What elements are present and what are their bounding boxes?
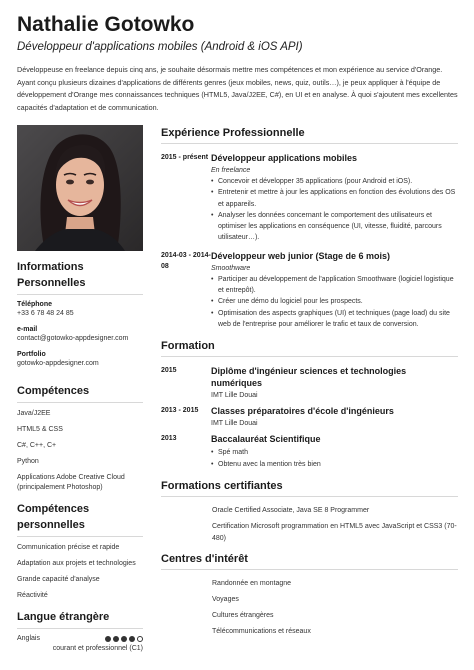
interest-item: Randonnée en montagne bbox=[212, 579, 292, 587]
entry-date: 2013 - 2015 bbox=[161, 407, 199, 415]
entry-bullet: • Concevoir et développer 35 applications (pour Android et iOS). bbox=[211, 176, 458, 187]
email-link[interactable]: contact@gotowko-appdesigner.com bbox=[17, 335, 129, 342]
rating-dot-filled bbox=[113, 636, 119, 642]
experience-title: Expérience Professionnelle bbox=[161, 125, 458, 144]
entry-title: Baccalauréat Scientifique bbox=[211, 434, 321, 445]
entry-organization: Smoothware bbox=[211, 264, 251, 272]
soft-skills-section bbox=[17, 501, 143, 601]
education-entry bbox=[161, 405, 458, 427]
entry-school: IMT Lille Douai bbox=[211, 392, 258, 400]
interest-item: Voyages bbox=[212, 595, 239, 603]
entry-bullet: • Analyser les données concernant le comportement des utilisateurs et optimiser les applications en conséquence (UI, vitesse, fluidité, parcours utilisateur…). bbox=[211, 210, 458, 244]
personal-info-title: Informations Personnelles bbox=[17, 259, 143, 295]
interests-title: Centres d'intérêt bbox=[161, 551, 458, 570]
entry-bullet: • Obtenu avec la mention très bien bbox=[211, 459, 458, 470]
entry-bullet: • Optimisation des aspects graphiques (UI) et techniques (page load) du site web de l'entreprise pour améliorer le trafic et taux de conversion. bbox=[211, 308, 458, 331]
phone-value: +33 6 78 48 24 85 bbox=[17, 310, 74, 317]
skill-item: C#, C++, C+ bbox=[17, 442, 57, 449]
entry-date: 2015 - présent bbox=[161, 154, 209, 161]
languages-title: Langue étrangère bbox=[17, 609, 143, 629]
entry-bullet: • Spé math bbox=[211, 447, 458, 458]
interest-item: Cultures étrangères bbox=[212, 611, 274, 619]
entry-date: 2014-03 - 2014-08 bbox=[161, 251, 211, 270]
language-row bbox=[17, 635, 143, 642]
skills-section bbox=[17, 383, 143, 493]
rating-dot-empty bbox=[137, 636, 143, 642]
entry-bullet: • Entretenir et mettre à jour les applications en fonction des évolutions des OS et appareils. bbox=[211, 187, 458, 210]
skill-item: Python bbox=[17, 458, 39, 465]
experience-section bbox=[161, 125, 458, 330]
portfolio-link[interactable]: gotowko-appdesigner.com bbox=[17, 360, 99, 367]
education-entry bbox=[161, 433, 458, 470]
entry-title: Classes préparatoires d'école d'ingénieurs bbox=[211, 406, 394, 417]
soft-skill-item: Adaptation aux projets et technologies bbox=[17, 560, 136, 567]
skill-item: HTML5 & CSS bbox=[17, 426, 63, 433]
experience-entry bbox=[161, 250, 458, 330]
language-name: Anglais bbox=[17, 635, 40, 642]
phone-label: Téléphone bbox=[17, 301, 53, 308]
soft-skill-item: Réactivité bbox=[17, 592, 48, 599]
sidebar bbox=[17, 125, 143, 652]
rating-dot-filled bbox=[105, 636, 111, 642]
rating-dot-filled bbox=[129, 636, 135, 642]
soft-skill-item: Communication précise et rapide bbox=[17, 544, 120, 551]
portfolio-label: Portfolio bbox=[17, 351, 46, 358]
candidate-name: Nathalie Gotowko bbox=[17, 13, 195, 36]
entry-title: Développeur applications mobiles bbox=[211, 153, 358, 163]
entry-bullet: • Créer une démo du logiciel pour les prospects. bbox=[211, 296, 458, 307]
entry-organization: En freelance bbox=[211, 167, 251, 174]
entry-date: 2013 bbox=[161, 435, 177, 443]
skill-item: Java/J2EE bbox=[17, 410, 51, 417]
main-content bbox=[161, 125, 458, 642]
rating-dot-filled bbox=[121, 636, 127, 642]
entry-bullet: • Participer au développement de l'application Smoothware (logiciel logistique et entrepôt). bbox=[211, 274, 458, 297]
experience-entry bbox=[161, 152, 458, 244]
soft-skill-item: Grande capacité d'analyse bbox=[17, 576, 100, 583]
skill-item: Applications Adobe Creative Cloud (principalement Photoshop) bbox=[17, 474, 125, 491]
education-title: Formation bbox=[161, 338, 458, 357]
resume-header bbox=[17, 12, 462, 114]
certification-item: Oracle Certified Associate, Java SE 8 Programmer bbox=[212, 506, 370, 514]
education-section bbox=[161, 338, 458, 470]
job-title: Développeur d'applications mobiles (Android & iOS API) bbox=[17, 41, 303, 53]
email-label: e-mail bbox=[17, 326, 38, 333]
personal-info-section bbox=[17, 259, 143, 367]
certification-item: Certification Microsoft programmation en HTML5 avec JavaScript et CSS3 (70-480) bbox=[212, 522, 457, 542]
certifications-title: Formations certifiantes bbox=[161, 478, 458, 497]
entry-title: Développeur web junior (Stage de 6 mois) bbox=[211, 250, 391, 261]
interests-section bbox=[161, 551, 458, 638]
soft-skills-title: Compétences personnelles bbox=[17, 501, 143, 537]
languages-section bbox=[17, 609, 143, 652]
entry-title: Diplôme d'ingénieur sciences et technologies numériques bbox=[211, 366, 407, 389]
certifications-section bbox=[161, 478, 458, 545]
language-rating bbox=[105, 636, 143, 642]
language-level: courant et professionnel (C1) bbox=[52, 645, 143, 652]
entry-school: IMT Lille Douai bbox=[211, 420, 258, 428]
interest-item: Télécommunications et réseaux bbox=[212, 627, 311, 635]
profile-photo bbox=[17, 125, 143, 251]
skills-title: Compétences bbox=[17, 383, 143, 403]
education-entry bbox=[161, 365, 458, 399]
entry-date: 2015 bbox=[161, 367, 177, 375]
profile-summary: Développeuse en freelance depuis cinq ans, je souhaite désormais mettre mes compétences et mon expérience au service d'Orange. Ayant conçu plusieurs dizaines d'applications de différents genres (jeux mobiles, news, quiz, outils…), je peux appliquer à l'équipe de développement d'Orange mes connaissances techniques (HTML5, Java/J2EE, C#), en UI et en analyse. À quoi s'ajoutent mes excellentes capacités d'adaptation et de communication. bbox=[17, 65, 458, 112]
